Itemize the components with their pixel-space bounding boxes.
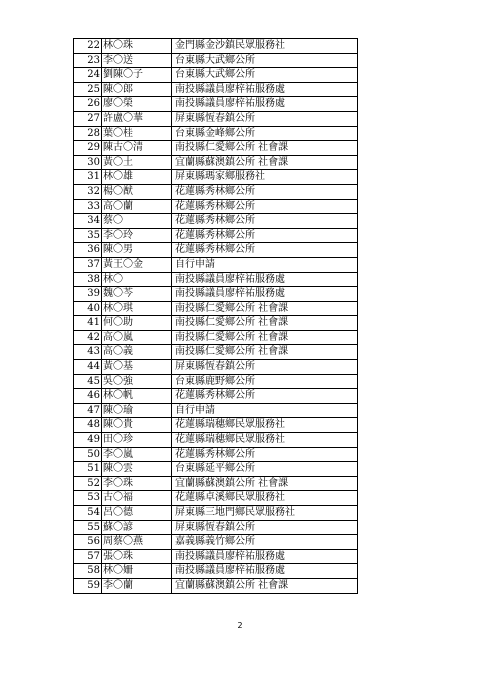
- table-row: [74, 97, 358, 112]
- row-name: 呂〇德: [102, 506, 172, 521]
- row-organization: 台東縣大武鄉公所: [172, 68, 358, 83]
- row-number: 46: [74, 389, 102, 404]
- row-name: 高〇嵐: [102, 330, 172, 345]
- row-name: 周蔡〇燕: [102, 535, 172, 550]
- table-row: [74, 447, 358, 462]
- row-organization: 宜蘭縣蘇澳鎮公所 社會課: [172, 155, 358, 170]
- row-number: 59: [74, 578, 102, 593]
- table-row: [74, 184, 358, 199]
- table-row: [74, 389, 358, 404]
- table-row: [74, 403, 358, 418]
- row-number: 53: [74, 491, 102, 506]
- row-name: 高〇蘭: [102, 199, 172, 214]
- row-name: 林〇姍: [102, 564, 172, 579]
- table-row: [74, 170, 358, 185]
- row-number: 42: [74, 330, 102, 345]
- table-row: [74, 287, 358, 302]
- row-name: 林〇: [102, 272, 172, 287]
- table-row: [74, 549, 358, 564]
- row-number: 56: [74, 535, 102, 550]
- applicant-table: [73, 38, 358, 594]
- row-number: 54: [74, 506, 102, 521]
- row-name: 李〇玲: [102, 228, 172, 243]
- row-name: 黃〇土: [102, 155, 172, 170]
- row-number: 37: [74, 257, 102, 272]
- table-row: [74, 228, 358, 243]
- table-row: [74, 126, 358, 141]
- row-number: 31: [74, 170, 102, 185]
- table-body: [74, 39, 358, 594]
- row-number: 27: [74, 111, 102, 126]
- row-name: 林〇珠: [102, 39, 172, 54]
- row-organization: 屏東縣恆春鎮公所: [172, 111, 358, 126]
- row-number: 58: [74, 564, 102, 579]
- row-number: 39: [74, 287, 102, 302]
- row-name: 吳〇強: [102, 374, 172, 389]
- row-number: 32: [74, 184, 102, 199]
- row-organization: 花蓮縣秀林鄉公所: [172, 389, 358, 404]
- row-number: 43: [74, 345, 102, 360]
- table-row: [74, 301, 358, 316]
- row-number: 51: [74, 462, 102, 477]
- row-number: 33: [74, 199, 102, 214]
- row-name: 張〇珠: [102, 549, 172, 564]
- row-number: 30: [74, 155, 102, 170]
- table-row: [74, 53, 358, 68]
- row-name: 劉陳〇子: [102, 68, 172, 83]
- row-organization: 南投縣議員廖梓祐服務處: [172, 549, 358, 564]
- row-name: 陳〇男: [102, 243, 172, 258]
- table-row: [74, 82, 358, 97]
- row-number: 25: [74, 82, 102, 97]
- table-row: [74, 68, 358, 83]
- row-number: 23: [74, 53, 102, 68]
- table-row: [74, 257, 358, 272]
- row-organization: 花蓮縣秀林鄉公所: [172, 447, 358, 462]
- row-name: 何〇助: [102, 316, 172, 331]
- row-name: 林〇帆: [102, 389, 172, 404]
- row-name: 黃王〇金: [102, 257, 172, 272]
- row-organization: 屏東縣恆春鎮公所: [172, 520, 358, 535]
- row-organization: 南投縣仁愛鄉公所 社會課: [172, 316, 358, 331]
- row-name: 田〇珍: [102, 433, 172, 448]
- row-organization: 宜蘭縣蘇澳鎮公所 社會課: [172, 476, 358, 491]
- table-row: [74, 272, 358, 287]
- row-name: 陳〇雲: [102, 462, 172, 477]
- row-number: 40: [74, 301, 102, 316]
- row-number: 49: [74, 433, 102, 448]
- row-organization: 南投縣議員廖梓祐服務處: [172, 272, 358, 287]
- table-row: [74, 243, 358, 258]
- row-organization: 花蓮縣秀林鄉公所: [172, 228, 358, 243]
- row-name: 林〇雄: [102, 170, 172, 185]
- table-row: [74, 199, 358, 214]
- table-row: [74, 39, 358, 54]
- row-number: 26: [74, 97, 102, 112]
- row-organization: 屏東縣瑪家鄉服務社: [172, 170, 358, 185]
- row-name: 陳〇貴: [102, 418, 172, 433]
- row-name: 李〇嵐: [102, 447, 172, 462]
- row-name: 蘇〇諺: [102, 520, 172, 535]
- row-number: 47: [74, 403, 102, 418]
- row-number: 52: [74, 476, 102, 491]
- row-organization: 屏東縣恆春鎮公所: [172, 360, 358, 375]
- row-organization: 南投縣仁愛鄉公所 社會課: [172, 301, 358, 316]
- table-row: [74, 520, 358, 535]
- row-organization: 自行申請: [172, 257, 358, 272]
- table-row: [74, 330, 358, 345]
- row-number: 57: [74, 549, 102, 564]
- table-row: [74, 141, 358, 156]
- table-row: [74, 506, 358, 521]
- row-number: 48: [74, 418, 102, 433]
- row-number: 22: [74, 39, 102, 54]
- row-number: 28: [74, 126, 102, 141]
- row-number: 29: [74, 141, 102, 156]
- row-organization: 屏東縣三地門鄉民眾服務社: [172, 506, 358, 521]
- row-name: 蔡〇: [102, 214, 172, 229]
- row-number: 50: [74, 447, 102, 462]
- row-number: 44: [74, 360, 102, 375]
- row-number: 38: [74, 272, 102, 287]
- row-number: 41: [74, 316, 102, 331]
- row-name: 李〇珠: [102, 476, 172, 491]
- row-organization: 嘉義縣義竹鄉公所: [172, 535, 358, 550]
- table-row: [74, 155, 358, 170]
- row-name: 古〇福: [102, 491, 172, 506]
- page-number: 2: [237, 621, 243, 630]
- row-organization: 台東縣延平鄉公所: [172, 462, 358, 477]
- row-name: 陳〇郎: [102, 82, 172, 97]
- table-row: [74, 374, 358, 389]
- row-name: 高〇義: [102, 345, 172, 360]
- table-row: [74, 433, 358, 448]
- table-row: [74, 214, 358, 229]
- row-organization: 南投縣議員廖梓祐服務處: [172, 82, 358, 97]
- row-name: 黃〇基: [102, 360, 172, 375]
- row-name: 楊〇猷: [102, 184, 172, 199]
- row-number: 35: [74, 228, 102, 243]
- row-name: 廖〇榮: [102, 97, 172, 112]
- row-organization: 南投縣仁愛鄉公所 社會課: [172, 330, 358, 345]
- row-organization: 花蓮縣秀林鄉公所: [172, 199, 358, 214]
- row-organization: 花蓮縣秀林鄉公所: [172, 214, 358, 229]
- table-row: [74, 564, 358, 579]
- table-row: [74, 360, 358, 375]
- row-number: 24: [74, 68, 102, 83]
- table-row: [74, 111, 358, 126]
- row-name: 李〇蘭: [102, 578, 172, 593]
- row-organization: 南投縣仁愛鄉公所 社會課: [172, 345, 358, 360]
- table-row: [74, 535, 358, 550]
- row-organization: 花蓮縣瑞穗鄉民眾服務社: [172, 433, 358, 448]
- row-name: 許盧〇華: [102, 111, 172, 126]
- row-organization: 金門縣金沙鎮民眾服務社: [172, 39, 358, 54]
- row-name: 李〇送: [102, 53, 172, 68]
- row-organization: 南投縣仁愛鄉公所 社會課: [172, 141, 358, 156]
- row-organization: 台東縣鹿野鄉公所: [172, 374, 358, 389]
- row-organization: 花蓮縣卓溪鄉民眾服務社: [172, 491, 358, 506]
- row-number: 36: [74, 243, 102, 258]
- row-organization: 台東縣金峰鄉公所: [172, 126, 358, 141]
- row-organization: 自行申請: [172, 403, 358, 418]
- table-row: [74, 491, 358, 506]
- row-organization: 花蓮縣秀林鄉公所: [172, 243, 358, 258]
- row-number: 55: [74, 520, 102, 535]
- row-organization: 宜蘭縣蘇澳鎮公所 社會課: [172, 578, 358, 593]
- row-organization: 花蓮縣秀林鄉公所: [172, 184, 358, 199]
- table-row: [74, 316, 358, 331]
- row-organization: 南投縣議員廖梓祐服務處: [172, 287, 358, 302]
- row-name: 陳古〇清: [102, 141, 172, 156]
- row-name: 陳〇瑜: [102, 403, 172, 418]
- table-row: [74, 462, 358, 477]
- row-organization: 花蓮縣瑞穗鄉民眾服務社: [172, 418, 358, 433]
- table-row: [74, 418, 358, 433]
- row-organization: 南投縣議員廖梓祐服務處: [172, 97, 358, 112]
- row-name: 葉〇桂: [102, 126, 172, 141]
- row-number: 34: [74, 214, 102, 229]
- table-row: [74, 476, 358, 491]
- table-row: [74, 578, 358, 593]
- row-organization: 南投縣議員廖梓祐服務處: [172, 564, 358, 579]
- row-name: 林〇琪: [102, 301, 172, 316]
- row-organization: 台東縣大武鄉公所: [172, 53, 358, 68]
- table-row: [74, 345, 358, 360]
- row-number: 45: [74, 374, 102, 389]
- row-name: 魏〇芩: [102, 287, 172, 302]
